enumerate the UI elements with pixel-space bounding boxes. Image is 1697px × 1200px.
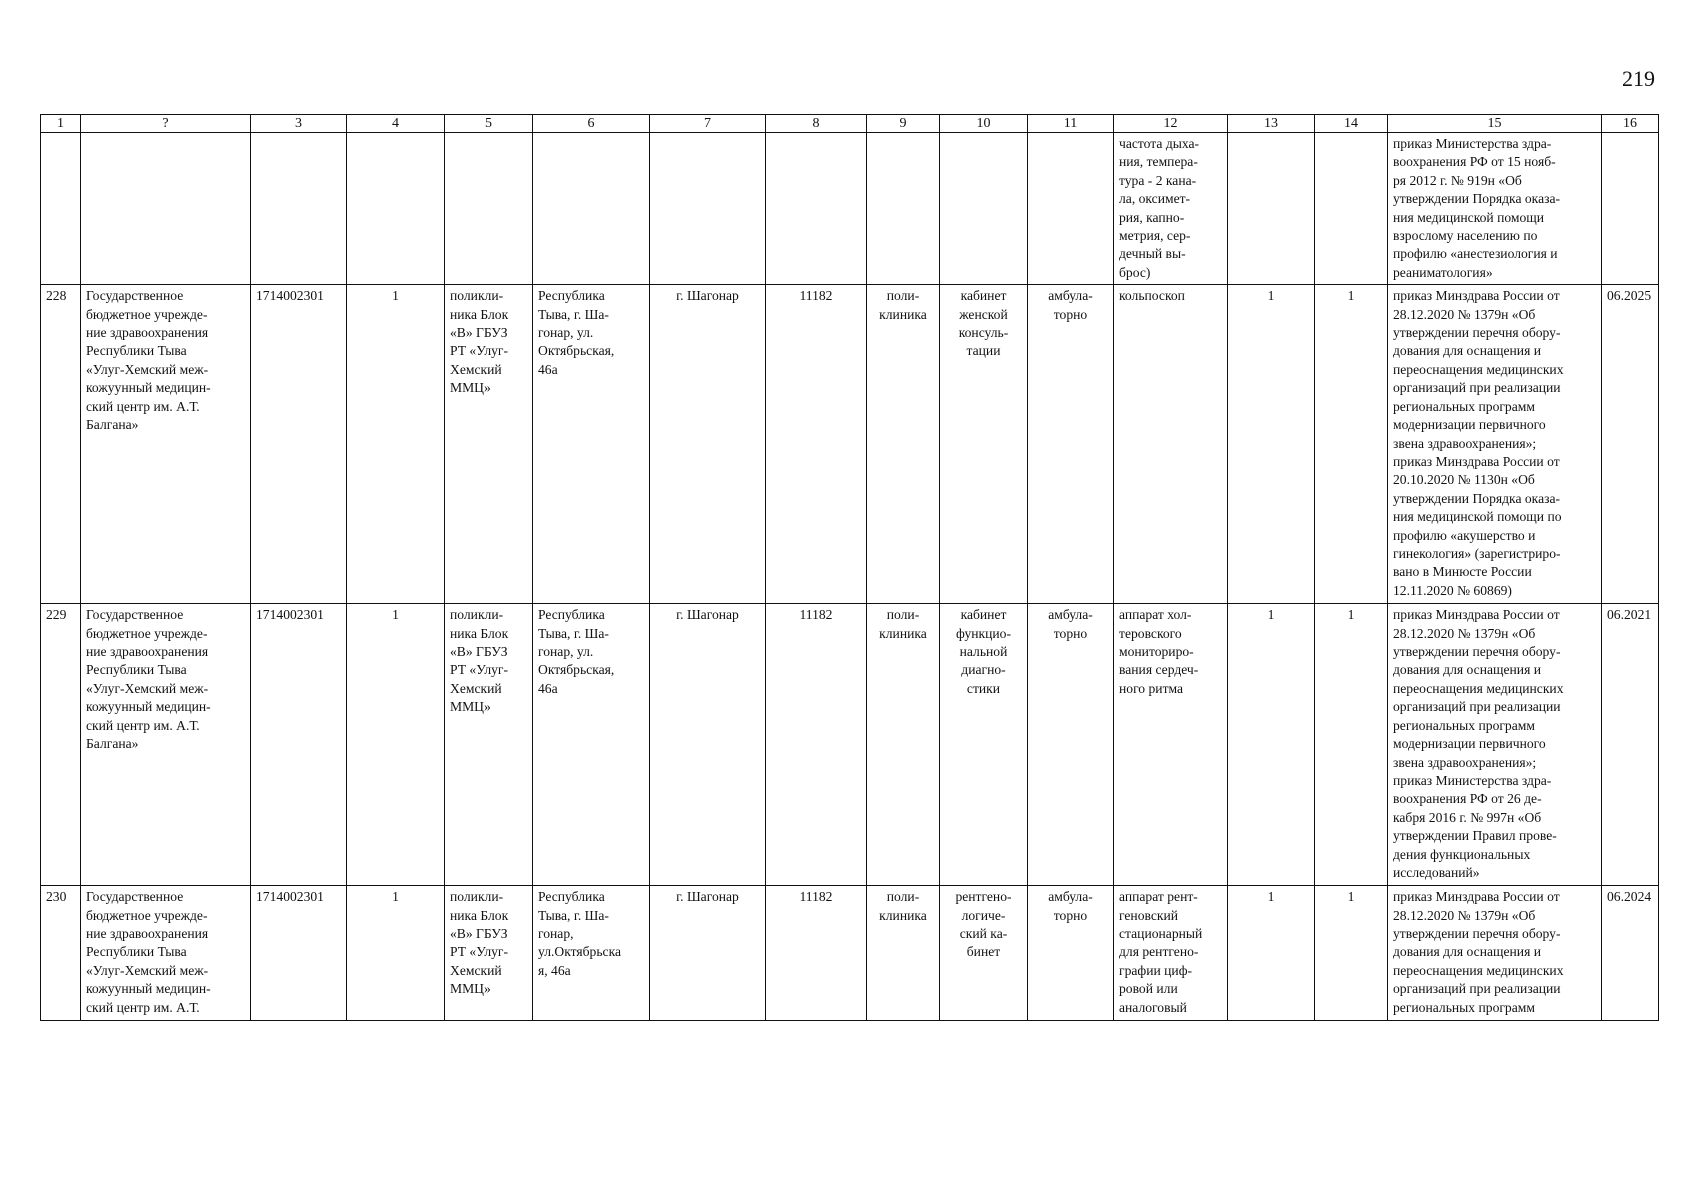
row-number: 228 <box>41 285 81 604</box>
cell <box>650 133 766 285</box>
cell <box>1028 133 1114 285</box>
cell <box>347 133 445 285</box>
continuation-row <box>41 133 1659 285</box>
oktmo-cell: 11182 <box>766 604 867 886</box>
unit-cell: поликли- ника Блок «В» ГБУЗ РТ «Улуг- Хемский ММЦ» <box>445 285 533 604</box>
cell <box>867 133 940 285</box>
header-cell: 12 <box>1114 115 1228 133</box>
unit-cell: поликли- ника Блок «В» ГБУЗ РТ «Улуг- Хемский ММЦ» <box>445 604 533 886</box>
header-cell: 7 <box>650 115 766 133</box>
equipment-cell: аппарат хол- теровского мониториро- вания сердеч- ного ритма <box>1114 604 1228 886</box>
type-cell: поли- клиника <box>867 886 940 1021</box>
row-number: 229 <box>41 604 81 886</box>
organization-cell: Государственное бюджетное учрежде- ние здравоохранения Республики Тыва «Улуг-Хемский меж- кожуунный медицин- ский центр им. А.Т. Балгана» <box>81 604 251 886</box>
count-cell: 1 <box>1228 604 1315 886</box>
cell <box>251 133 347 285</box>
quantity-cell: 1 <box>347 285 445 604</box>
cell <box>533 133 650 285</box>
header-cell: 1 <box>41 115 81 133</box>
organization-cell: Государственное бюджетное учрежде- ние здравоохранения Республики Тыва «Улуг-Хемский меж- кожуунный медицин- ский центр им. А.Т. Балгана» <box>81 285 251 604</box>
header-cell: 14 <box>1315 115 1388 133</box>
header-cell: 15 <box>1388 115 1602 133</box>
cell <box>445 133 533 285</box>
legal-basis-cell: приказ Минздрава России от 28.12.2020 № 1379н «Об утверждении перечня обору- дования для оснащения и переоснащения медицинских организаций при реализации региональных программ модернизации первичного звена здравоохранения»; приказ Министерства здра- воохранения РФ от 26 де- кабря 2016 г. № 997н «Об утверждении Правил прове- дения функциональных исследований» <box>1388 604 1602 886</box>
header-cell: 8 <box>766 115 867 133</box>
count-cell: 1 <box>1228 886 1315 1021</box>
count-cell: 1 <box>1315 285 1388 604</box>
quantity-cell: 1 <box>347 886 445 1021</box>
care-cell: амбула- торно <box>1028 285 1114 604</box>
city-cell: г. Шагонар <box>650 604 766 886</box>
header-cell: 9 <box>867 115 940 133</box>
type-cell: поли- клиника <box>867 604 940 886</box>
date-cell: 06.2025 <box>1602 285 1659 604</box>
city-cell: г. Шагонар <box>650 886 766 1021</box>
legal-basis-cell: приказ Минздрава России от 28.12.2020 № 1379н «Об утверждении перечня обору- дования для оснащения и переоснащения медицинских организаций при реализации региональных программ модернизации первичного звена здравоохранения»; приказ Минздрава России от 20.10.2020 № 1130н «Об утверждении Порядка оказа- ния медицинской помощи по профилю «акушерство и гинекология» (зарегистриро- вано в Минюсте России 12.11.2020 № 60869) <box>1388 285 1602 604</box>
care-cell: амбула- торно <box>1028 886 1114 1021</box>
header-cell: 10 <box>940 115 1028 133</box>
row-number: 230 <box>41 886 81 1021</box>
cell <box>1228 133 1315 285</box>
quantity-cell: 1 <box>347 604 445 886</box>
type-cell: поли- клиника <box>867 285 940 604</box>
header-cell: 3 <box>251 115 347 133</box>
page-number: 219 <box>1622 66 1655 91</box>
address-cell: Республика Тыва, г. Ша- гонар, ул.Октябрьска я, 46а <box>533 886 650 1021</box>
count-cell: 1 <box>1228 285 1315 604</box>
equipment-table <box>40 114 1659 1021</box>
count-cell: 1 <box>1315 886 1388 1021</box>
table-row <box>41 285 1659 604</box>
header-cell: 4 <box>347 115 445 133</box>
header-cell: 13 <box>1228 115 1315 133</box>
address-cell: Республика Тыва, г. Ша- гонар, ул. Октябрьская, 46а <box>533 604 650 886</box>
room-cell: кабинет функцио- нальной диагно- стики <box>940 604 1028 886</box>
oktmo-cell: 11182 <box>766 886 867 1021</box>
equipment-cell: аппарат рент- геновский стационарный для рентгено- графии циф- ровой или аналоговый <box>1114 886 1228 1021</box>
city-cell: г. Шагонар <box>650 285 766 604</box>
legal-basis-cell: приказ Минздрава России от 28.12.2020 № 1379н «Об утверждении перечня обору- дования для оснащения и переоснащения медицинских организаций при реализации региональных программ <box>1388 886 1602 1021</box>
code-cell: 1714002301 <box>251 604 347 886</box>
code-cell: 1714002301 <box>251 886 347 1021</box>
header-cell: 6 <box>533 115 650 133</box>
cell <box>940 133 1028 285</box>
unit-cell: поликли- ника Блок «В» ГБУЗ РТ «Улуг- Хемский ММЦ» <box>445 886 533 1021</box>
header-cell: 11 <box>1028 115 1114 133</box>
header-cell: ? <box>81 115 251 133</box>
cell <box>41 133 81 285</box>
table-row <box>41 886 1659 1021</box>
equipment-cell: кольпоскоп <box>1114 285 1228 604</box>
header-cell: 16 <box>1602 115 1659 133</box>
date-cell: 06.2024 <box>1602 886 1659 1021</box>
cell <box>1602 133 1659 285</box>
count-cell: 1 <box>1315 604 1388 886</box>
header-cell: 5 <box>445 115 533 133</box>
code-cell: 1714002301 <box>251 285 347 604</box>
cell <box>1315 133 1388 285</box>
cell <box>766 133 867 285</box>
cell <box>81 133 251 285</box>
oktmo-cell: 11182 <box>766 285 867 604</box>
address-cell: Республика Тыва, г. Ша- гонар, ул. Октябрьская, 46а <box>533 285 650 604</box>
date-cell: 06.2021 <box>1602 604 1659 886</box>
header-row <box>41 115 1659 133</box>
room-cell: кабинет женской консуль- тации <box>940 285 1028 604</box>
room-cell: рентгено- логиче- ский ка- бинет <box>940 886 1028 1021</box>
organization-cell: Государственное бюджетное учрежде- ние здравоохранения Республики Тыва «Улуг-Хемский меж- кожуунный медицин- ский центр им. А.Т. <box>81 886 251 1021</box>
care-cell: амбула- торно <box>1028 604 1114 886</box>
table-row <box>41 604 1659 886</box>
legal-basis-cell: приказ Министерства здра- воохранения РФ от 15 нояб- ря 2012 г. № 919н «Об утверждении Порядка оказа- ния медицинской помощи взрослому населению по профилю «анестезиология и реаниматология» <box>1388 133 1602 285</box>
equipment-cell: частота дыха- ния, темпера- тура - 2 кана- ла, оксимет- рия, капно- метрия, сер- дечный вы- брос) <box>1114 133 1228 285</box>
